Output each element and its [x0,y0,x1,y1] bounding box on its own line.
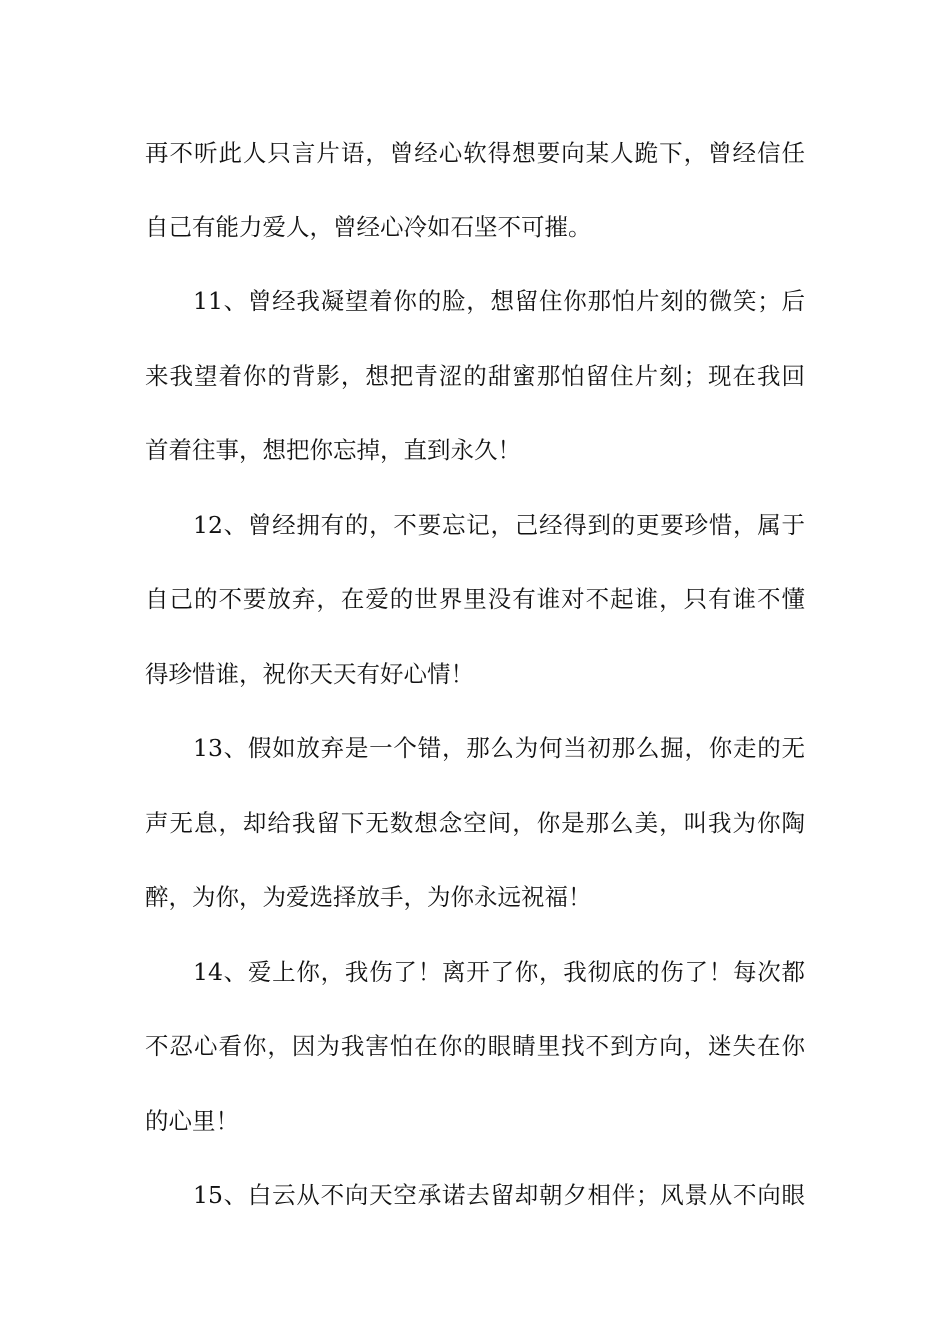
paragraph-line: 自己有能力爱人，曾经心冷如石坚不可摧。 [145,213,592,241]
paragraph-line: 声无息，却给我留下无数想念空间，你是那么美，叫我为你陶 [145,809,805,837]
paragraph-line: 首着往事，想把你忘掉，直到永久！ [145,436,521,464]
paragraph-line: 15、白云从不向天空承诺去留却朝夕相伴；风景从不向眼 [193,1181,805,1209]
paragraph-line: 不忍心看你，因为我害怕在你的眼睛里找不到方向，迷失在你 [145,1032,805,1060]
paragraph-line: 13、假如放弃是一个错，那么为何当初那么掘，你走的无 [193,734,805,762]
paragraph-line: 自己的不要放弃，在爱的世界里没有谁对不起谁，只有谁不懂 [145,585,805,613]
paragraph-line: 来我望着你的背影，想把青涩的甜蜜那怕留住片刻；现在我回 [145,362,805,390]
paragraph-line: 12、曾经拥有的，不要忘记，己经得到的更要珍惜，属于 [193,511,805,539]
paragraph-line: 再不听此人只言片语，曾经心软得想要向某人跪下，曾经信任 [145,139,805,167]
paragraph-line: 醉，为你，为爱选择放手，为你永远祝福！ [145,883,592,911]
paragraph-line: 14、爱上你，我伤了！离开了你，我彻底的伤了！每次都 [193,958,805,986]
paragraph-line: 的心里！ [145,1107,239,1135]
paragraph-line: 得珍惜谁，祝你天天有好心情！ [145,660,474,688]
paragraph-line: 11、曾经我凝望着你的脸，想留住你那怕片刻的微笑；后 [193,287,805,315]
